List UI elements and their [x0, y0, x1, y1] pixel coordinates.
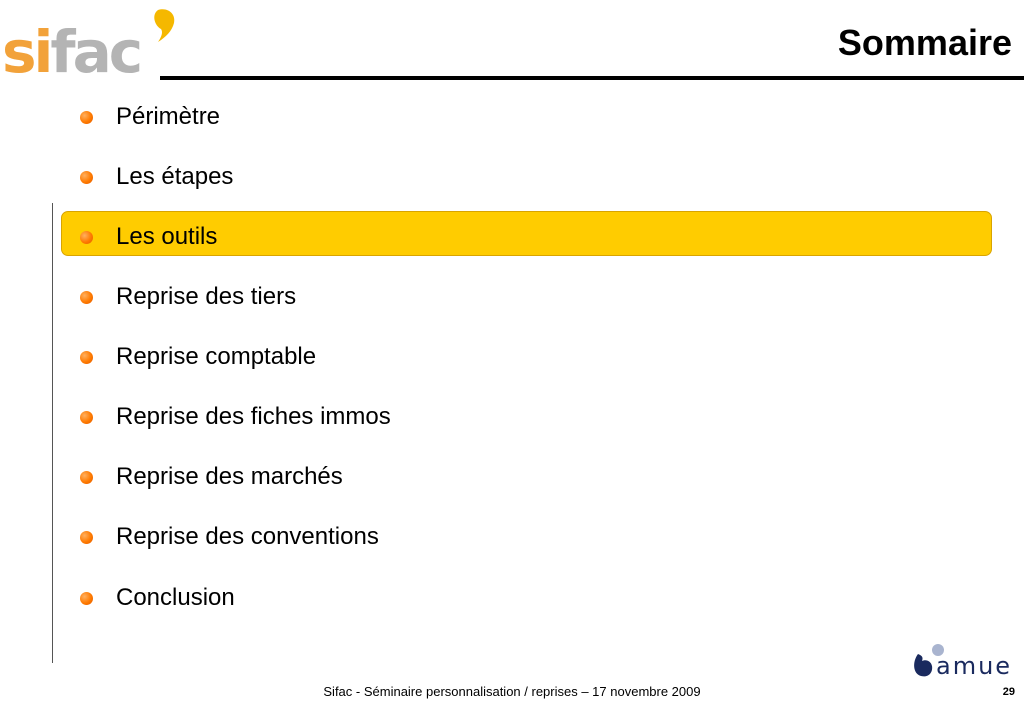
footer-label: Sifac - Séminaire personnalisation / reprises – 17 novembre 2009 [323, 684, 701, 699]
svg-text:sifac: sifac [2, 18, 141, 76]
agenda-item-comptable[interactable] [80, 342, 316, 372]
agenda-item-tiers[interactable] [80, 282, 296, 312]
agenda-item-label: Reprise des marchés [116, 463, 343, 490]
footer-text [0, 684, 1024, 699]
bullet-icon [80, 351, 93, 364]
agenda-item-immos[interactable] [80, 402, 391, 432]
agenda-item-outils[interactable] [80, 222, 217, 252]
amue-logo [912, 640, 1024, 682]
bullet-icon [80, 291, 93, 304]
bullet-icon [80, 231, 93, 244]
agenda-item-label: Les outils [116, 223, 218, 250]
agenda-item-label: Les étapes [116, 163, 234, 190]
agenda-item-perimetre[interactable] [80, 102, 220, 132]
bullet-icon [80, 171, 93, 184]
svg-text:amue: amue [936, 652, 1013, 680]
page-number: 29 [1002, 686, 1015, 698]
agenda-item-label: Reprise des tiers [116, 283, 297, 310]
agenda-item-label: Périmètre [116, 103, 221, 130]
agenda-item-etapes[interactable] [80, 162, 233, 192]
agenda-item-label: Reprise des conventions [116, 523, 379, 550]
bullet-icon [80, 531, 93, 544]
agenda-item-conclusion[interactable] [80, 583, 235, 613]
bullet-icon [80, 411, 93, 424]
bullet-icon [80, 592, 93, 605]
agenda-item-conventions[interactable] [80, 522, 379, 552]
agenda-item-marches[interactable] [80, 462, 343, 492]
agenda-item-label: Reprise comptable [116, 343, 317, 370]
agenda-item-label: Conclusion [116, 584, 235, 611]
agenda-item-label: Reprise des fiches immos [116, 403, 391, 430]
bullet-icon [80, 471, 93, 484]
bullet-icon [80, 111, 93, 124]
slide-title: Sommaire [837, 22, 1012, 63]
